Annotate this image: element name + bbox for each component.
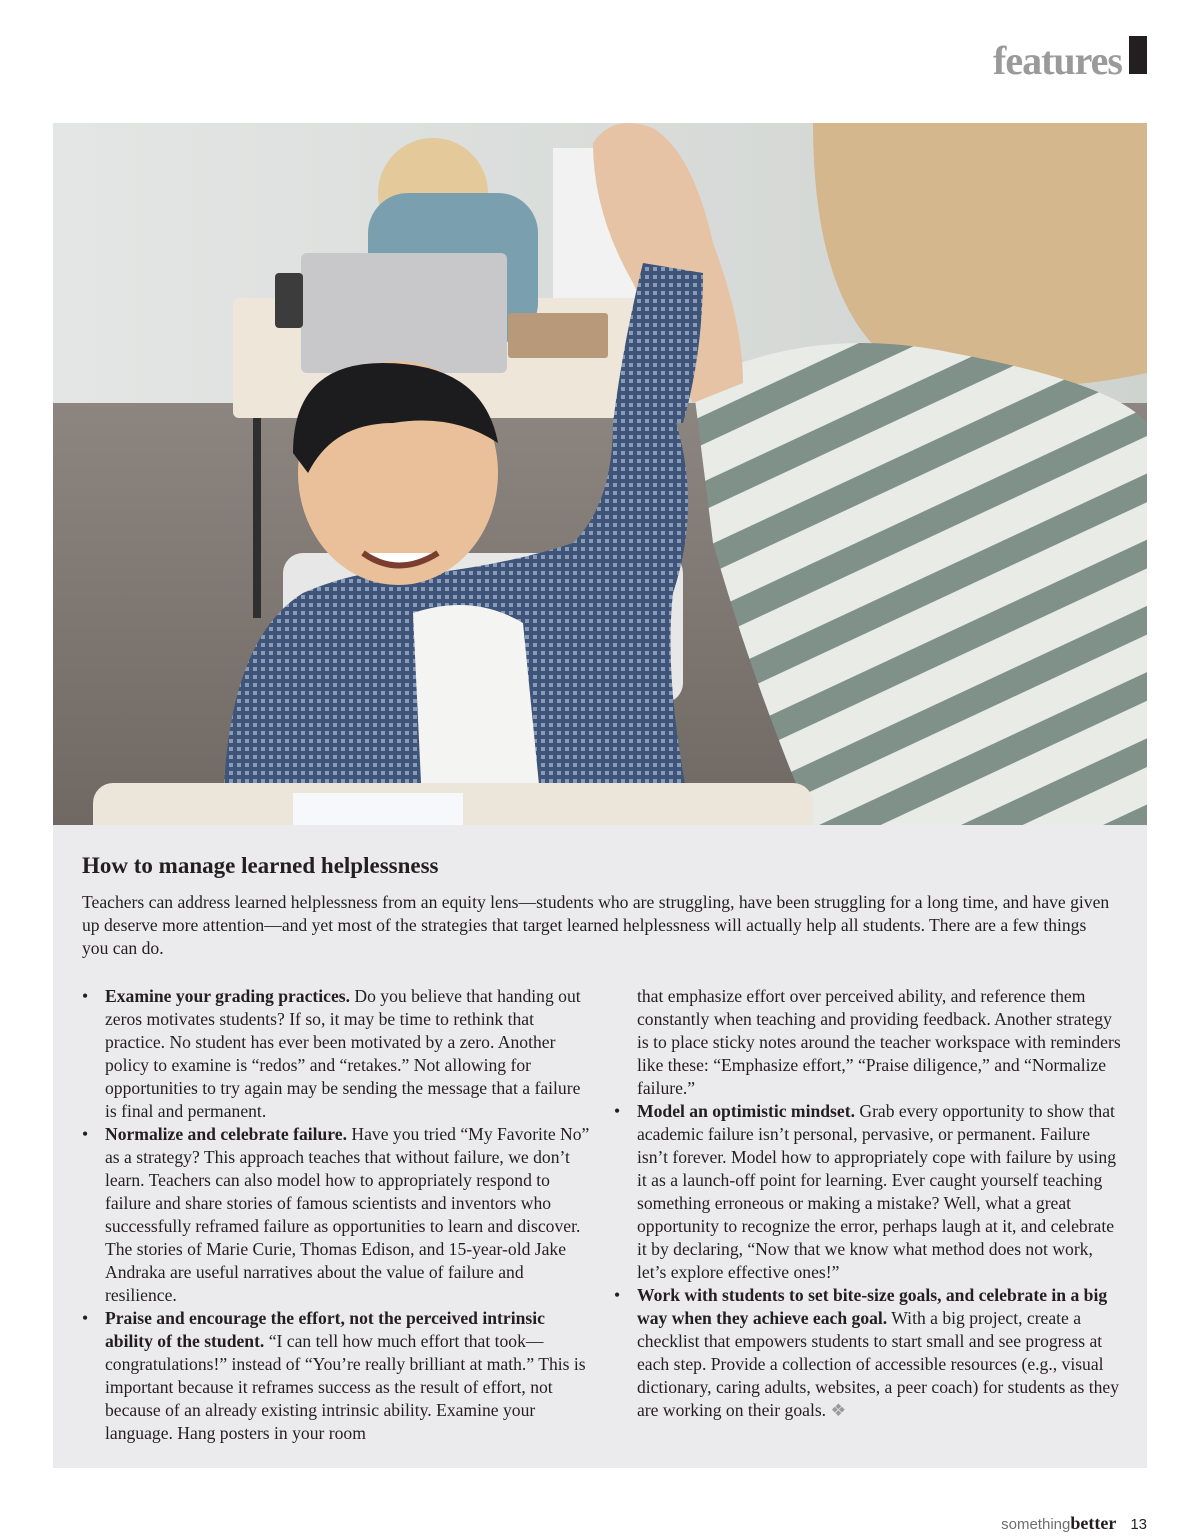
bullet-icon: • — [82, 986, 89, 1006]
left-column — [82, 985, 592, 1445]
item-body: “I can tell how much effort that took—congratulations!” instead of “You’re really brilliant at math.” This is important because it reframes success as the result of effort, not because of an already existing intrinsic ability. Examine your language. Hang posters in your room — [105, 1331, 586, 1443]
page-footer — [1001, 1513, 1147, 1534]
item-lead: Praise and encourage the effort, not the perceived intrinsic ability of the student. — [105, 1308, 545, 1351]
section-label: features — [993, 38, 1122, 83]
list-item — [82, 985, 592, 1123]
list-item — [614, 1100, 1124, 1284]
list-item — [82, 1307, 592, 1445]
list-item — [82, 1123, 592, 1307]
high-five-photo — [53, 123, 1147, 825]
brand-bold: better — [1070, 1513, 1117, 1533]
item-lead: Work with students to set bite-size goals, and celebrate in a big way when they achieve each goal. — [637, 1285, 1108, 1328]
right-column — [614, 985, 1124, 1422]
item-lead: Examine your grading practices. — [105, 986, 350, 1006]
end-mark-icon: ❖ — [830, 1400, 847, 1420]
sidebar-panel — [53, 825, 1147, 1468]
panel-intro: Teachers can address learned helplessness from an equity lens—students who are struggling, have been struggling for a long time, and have given up deserve more attention—and yet most of the strategies that target learned helplessness will actually help all students. There are a few things you can do. — [82, 892, 1110, 958]
article-photo — [53, 123, 1147, 825]
list-item-continuation: that emphasize effort over perceived ability, and reference them constantly when teaching and providing feedback. Another strategy is to place sticky notes around the teacher workspace with reminders like these: “Emphasize effort,” “Praise diligence,” and “Normalize failure.” — [637, 986, 1121, 1098]
item-lead: Model an optimistic mindset. — [637, 1101, 855, 1121]
bullet-icon: • — [614, 1101, 621, 1121]
item-body: Grab every opportunity to show that academic failure isn’t personal, pervasive, or permanent. Failure isn’t forever. Model how to appropriately cope with failure by using it as a launch-off point for learning. Ever caught yourself teaching something erroneous or making a mistake? Well, what a great opportunity to recognize the error, perhaps laugh at it, and celebrate it by declaring, “Now that we know what method does not work, let’s explore effective ones!” — [637, 1101, 1116, 1282]
list-item — [614, 1284, 1124, 1422]
page-number: 13 — [1130, 1516, 1147, 1533]
bullet-icon: • — [82, 1308, 89, 1328]
section-marker-bar — [1129, 36, 1147, 74]
brand-light: something — [1001, 1516, 1071, 1533]
item-lead: Normalize and celebrate failure. — [105, 1124, 348, 1144]
bullet-icon: • — [82, 1124, 89, 1144]
panel-title: How to manage learned helplessness — [82, 853, 439, 878]
item-body: Have you tried “My Favorite No” as a strategy? This approach teaches that without failure, we don’t learn. Teachers can also model how to appropriately respond to failure and share stories of famous scientists and inventors who successfully reframed failure as opportunities to learn and discover. The stories of Marie Curie, Thomas Edison, and 15-year-old Jake Andraka are useful narratives about the value of failure and resilience. — [105, 1124, 590, 1305]
bullet-icon: • — [614, 1285, 621, 1305]
item-body: Do you believe that handing out zeros motivates students? If so, it may be time to rethink that practice. No student has ever been motivated by a zero. Another policy to examine is “redos” and “retakes.” Not allowing for opportunities to try again may be sending the message that a failure is final and permanent. — [105, 986, 581, 1121]
item-body: With a big project, create a checklist that empowers students to start small and see progress at each step. Provide a collection of accessible resources (e.g., visual dictionary, caring adults, websites, a peer coach) for students as they are working on their goals. — [637, 1308, 1120, 1420]
